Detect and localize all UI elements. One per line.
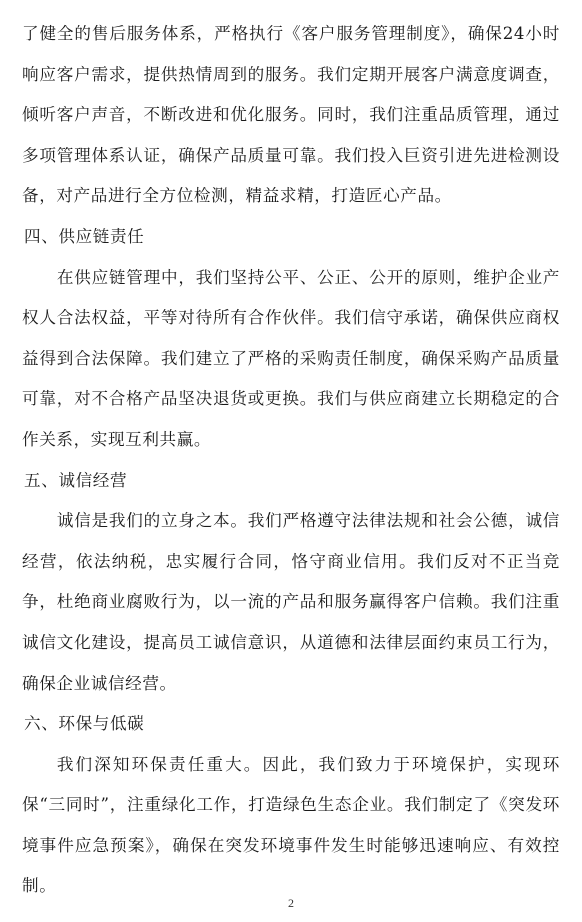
page-number: 2 xyxy=(288,896,294,910)
paragraph-after-sales-service: 了健全的售后服务体系，严格执行《客户服务管理制度》，确保24小时响应客户需求，提供热情周到的服务。我们定期开展客户满意度调查，倾听客户声音，不断改进和优化服务。同时，我们注重品质管理，通过多项管理体系认证，确保产品质量可靠。我们投入巨资引进先进检测设备，对产品进行全方位检测，精益求精，打造匠心产品。 xyxy=(22,24,560,206)
paragraph-integrity: 诚信是我们的立身之本。我们严格遵守法律法规和社会公德，诚信经营，依法纳税，忠实履行合同，恪守商业信用。我们反对不正当竞争，杜绝商业腐败行为，以一流的产品和服务赢得客户信赖。我们注重诚信文化建设，提高员工诚信意识，从道德和法律层面约束员工行为，确保企业诚信经营。 xyxy=(22,511,560,693)
document-body xyxy=(22,14,560,907)
section-heading-environment: 六、环保与低碳 xyxy=(24,714,145,734)
paragraph-environment: 我们深知环保责任重大。因此，我们致力于环境保护，实现环保“三同时”，注重绿化工作，打造绿色生态企业。我们制定了《突发环境事件应急预案》，确保在突发环境事件发生时能够迅速响应、有效控制。 xyxy=(22,754,560,896)
section-heading-integrity: 五、诚信经营 xyxy=(24,470,128,490)
paragraph-supply-chain: 在供应链管理中，我们坚持公平、公正、公开的原则，维护企业产权人合法权益，平等对待所有合作伙伴。我们信守承诺，确保供应商权益得到合法保障。我们建立了严格的采购责任制度，确保采购产品质量可靠，对不合格产品坚决退货或更换。我们与供应商建立长期稳定的合作关系，实现互利共赢。 xyxy=(22,267,560,449)
section-heading-supply-chain: 四、供应链责任 xyxy=(24,226,145,246)
